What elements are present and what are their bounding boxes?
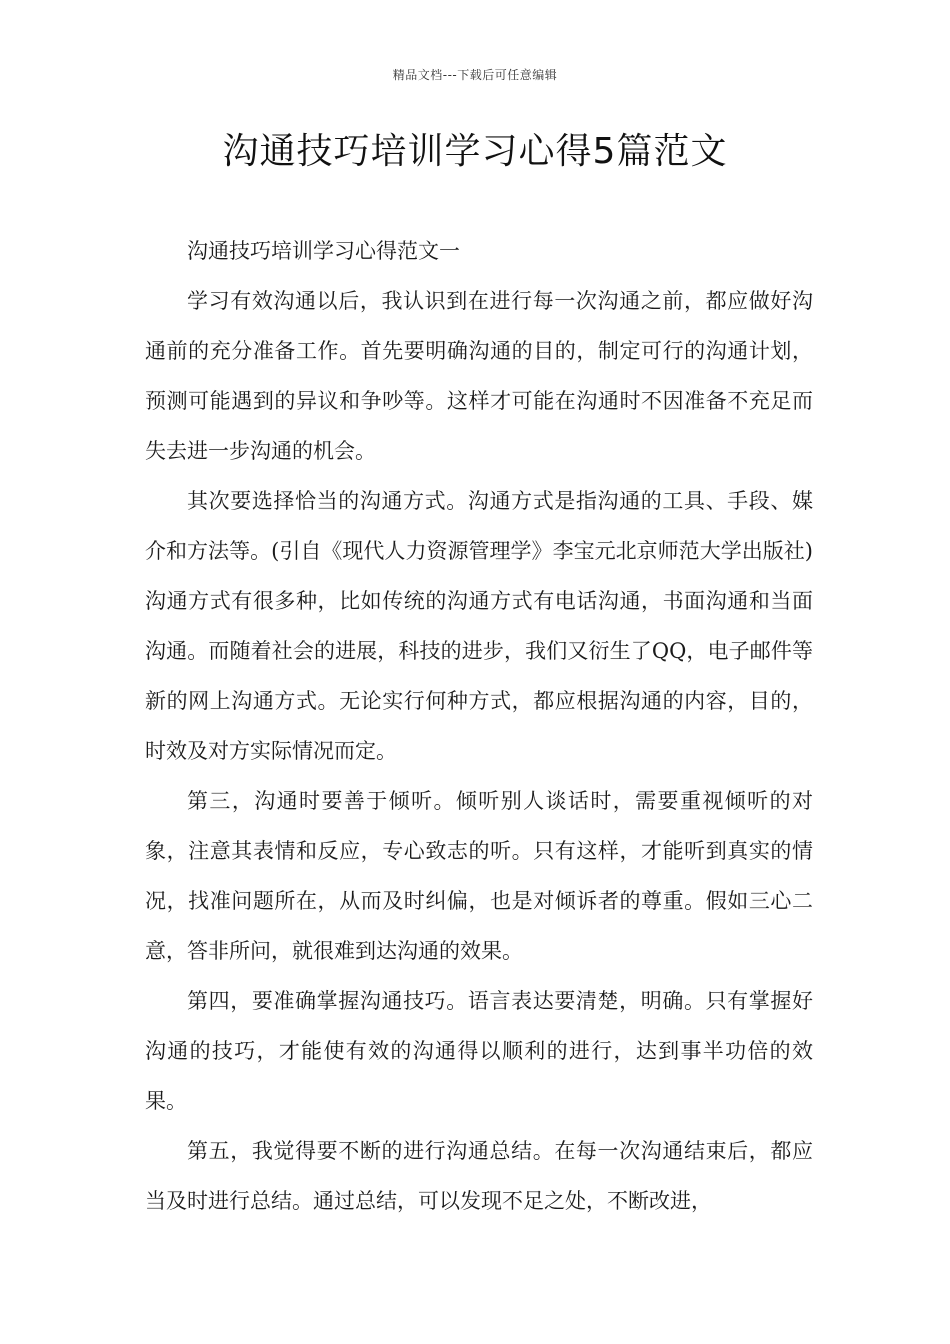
header-note: 精品文档---下载后可任意编辑 (392, 68, 558, 82)
section-subtitle: 沟通技巧培训学习心得范文一 (187, 239, 460, 263)
paragraph-1: 学习有效沟通以后，我认识到在进行每一次沟通之前，都应做好沟通前的充分准备工作。首先要明确沟通的目的，制定可行的沟通计划，预测可能遇到的异议和争吵等。这样才可能在沟通时不因准备不充足而失去进一步沟通的机会。 (145, 289, 813, 463)
paragraph-5: 第五，我觉得要不断的进行沟通总结。在每一次沟通结束后，都应当及时进行总结。通过总结，可以发现不足之处，不断改进， (145, 1139, 813, 1213)
document-title: 沟通技巧培训学习心得5篇范文 (222, 131, 728, 172)
document-body (145, 226, 813, 1226)
paragraph-2: 其次要选择恰当的沟通方式。沟通方式是指沟通的工具、手段、媒介和方法等。(引自《现代人力资源管理学》李宝元北京师范大学出版社)沟通方式有很多种，比如传统的沟通方式有电话沟通，书面沟通和当面沟通。而随着社会的进展，科技的进步，我们又衍生了QQ，电子邮件等新的网上沟通方式。无论实行何种方式，都应根据沟通的内容，目的，时效及对方实际情况而定。 (145, 489, 813, 763)
paragraph-3: 第三，沟通时要善于倾听。倾听别人谈话时，需要重视倾听的对象，注意其表情和反应，专心致志的听。只有这样，才能听到真实的情况，找准问题所在，从而及时纠偏，也是对倾诉者的尊重。假如三心二意，答非所问，就很难到达沟通的效果。 (145, 789, 813, 963)
paragraph-4: 第四，要准确掌握沟通技巧。语言表达要清楚，明确。只有掌握好沟通的技巧，才能使有效的沟通得以顺利的进行，达到事半功倍的效果。 (145, 989, 813, 1113)
